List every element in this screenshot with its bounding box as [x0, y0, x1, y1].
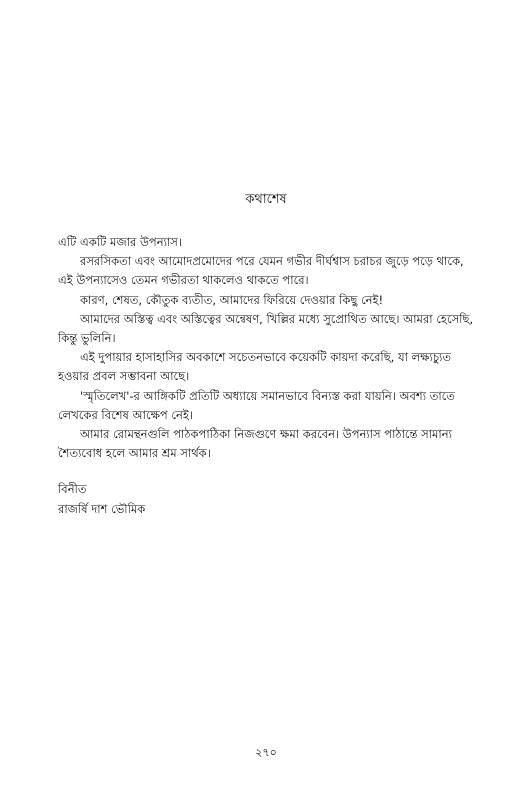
paragraph-7: আমার রোমন্থনগুলি পাঠকপাঠিকা নিজগুণে ক্ষমা করবেন। উপন্যাস পাঠান্তে সামান্য শৈত্যবোধ হলে আমার শ্রম সার্থক। [58, 427, 452, 461]
paragraph-6: 'স্মৃতিলেখ'-র আঙ্গিকটি প্রতিটি অধ্যায়ে সমানভাবে বিন্যস্ত করা যায়নি। অবশ্য তাতে লেখকের বিশেষ আক্ষেপ নেই। [58, 388, 455, 422]
signoff [58, 480, 145, 519]
paragraph-4: আমাদের অস্তিত্ব এবং অস্তিত্বের অন্বেষণ, খিল্লির মধ্যে সুপ্রোথিত আছে। আমরা হেসেছি, কিন্তু ভুলিনি। [58, 311, 474, 346]
paragraph-3: কারণ, শেষত, কৌতুক ব্যতীত, আমাদের ফিরিয়ে দেওয়ার কিছু নেই! [80, 292, 384, 307]
paragraph-5: এই দুপায়ার হাসাহাসির অবকাশে সচেতনভাবে কয়েকটি কায়দা করেছি, যা লক্ষ্যচ্যুত হওয়ার প্রবল সম্ভাবনা আছে। [58, 350, 451, 384]
author-name: রাজর্ষি দাশ ভৌমিক [58, 501, 146, 516]
closing-text: বিনীত [58, 482, 87, 496]
page-title: কথাশেষ [245, 192, 287, 207]
page-number: ২৭০ [255, 746, 277, 759]
paragraph-1: এটি একটি মজার উপন্যাস। [58, 235, 182, 249]
paragraph-2: রসরসিকতা এবং আমোদপ্রমোদের পরে যেমন গভীর দীর্ঘশ্বাস চরাচর জুড়ে পড়ে থাকে, এই উপন্যাসেও তেমন গভীরতা থাকলেও থাকতে পারে। [58, 254, 464, 288]
body-text [58, 233, 474, 463]
